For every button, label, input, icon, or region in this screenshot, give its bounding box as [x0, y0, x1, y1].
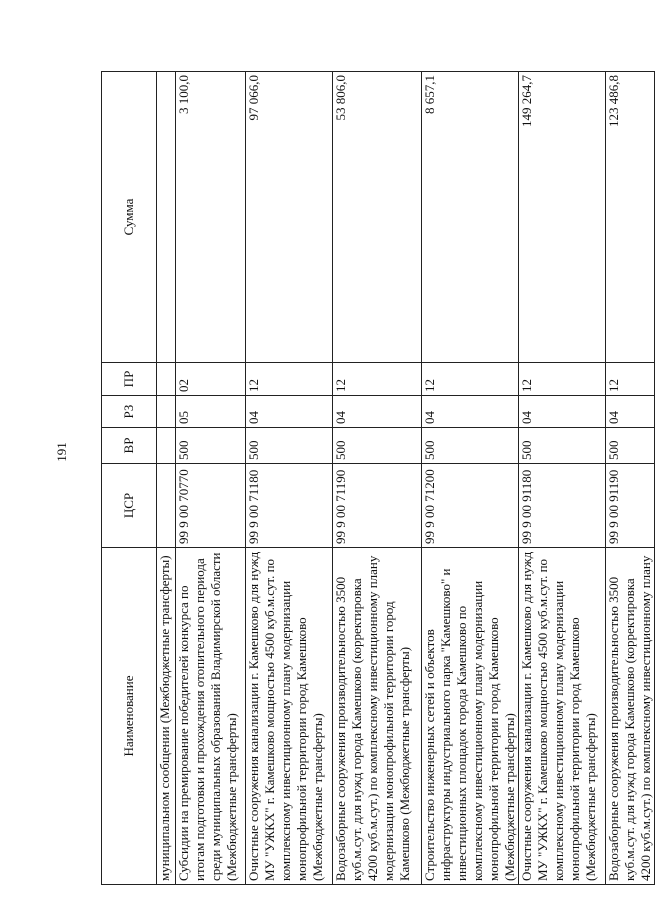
header-rz: РЗ: [102, 396, 157, 428]
cell-vr: 500: [422, 428, 519, 464]
cell-vr: 500: [519, 428, 606, 464]
cell-rz: 04: [422, 396, 519, 428]
budget-table: [101, 71, 655, 885]
cell-pr: 12: [246, 363, 333, 396]
continuation-row: [157, 72, 176, 885]
cell-vr: 500: [176, 428, 246, 464]
cell-sum: 123 486,8: [606, 72, 655, 363]
cell-empty: [157, 72, 176, 363]
cell-name: Водозаборные сооружения производительностью 3500 куб.м.сут. для нужд города Камешково (корректировка 4200 куб.м.сут.) по комплексному инвестиционному плану: [606, 548, 655, 885]
cell-sum: 53 806,0: [333, 72, 422, 363]
cell-rz: 04: [606, 396, 655, 428]
cell-rz: 04: [333, 396, 422, 428]
header-csr: ЦСР: [102, 464, 157, 548]
cell-rz: 04: [246, 396, 333, 428]
table-row: [176, 72, 246, 885]
cell-empty: [157, 428, 176, 464]
header-row: [102, 72, 157, 885]
cell-sum: 8 657,1: [422, 72, 519, 363]
table-row: [519, 72, 606, 885]
cell-name: Очистные сооружения канализации г. Камешково для нужд МУ "УЖКХ" г. Камешково мощностью 4500 куб.м.сут. по комплексному инвестиционному плану модернизации монопрофильной территории город Камешково (Межбюджетные трансферты): [246, 548, 333, 885]
cell-csr: 99 9 00 71190: [333, 464, 422, 548]
cell-csr: 99 9 00 71180: [246, 464, 333, 548]
cell-empty: [157, 464, 176, 548]
header-sum: Сумма: [102, 72, 157, 363]
header-name: Наименование: [102, 548, 157, 885]
table-row: [606, 72, 655, 885]
cell-sum: 3 100,0: [176, 72, 246, 363]
cell-pr: 02: [176, 363, 246, 396]
cell-name: Строительство инженерных сетей и объектов инфраструктуры индустриального парка "Камешково" и инвестиционных площадок города Камешково по комплексному инвестиционному плану модернизации монопрофильной территории город Камешково (Межбюджетные трансферты): [422, 548, 519, 885]
cell-pr: 12: [422, 363, 519, 396]
cell-vr: 500: [606, 428, 655, 464]
cell-rz: 04: [519, 396, 606, 428]
rotated-table-area: [101, 72, 653, 885]
continuation-text: муниципальном сообщении (Межбюджетные трансферты): [157, 548, 176, 885]
cell-csr: 99 9 00 71200: [422, 464, 519, 548]
table-row: [246, 72, 333, 885]
cell-pr: 12: [606, 363, 655, 396]
cell-pr: 12: [333, 363, 422, 396]
cell-csr: 99 9 00 70770: [176, 464, 246, 548]
cell-sum: 97 066,0: [246, 72, 333, 363]
cell-empty: [157, 396, 176, 428]
page-number: 191: [54, 442, 69, 462]
cell-name: Очистные сооружения канализации г. Камешково для нужд МУ "УЖКХ" г. Камешково мощностью 4500 куб.м.сут. по комплексному инвестиционному плану модернизации монопрофильной территории город Камешково (Межбюджетные трансферты): [519, 548, 606, 885]
cell-name: Водозаборные сооружения производительностью 3500 куб.м.сут. для нужд города Камешково (корректировка 4200 куб.м.сут.) по комплексному инвестиционному плану модернизации монопрофильной территории город Камешково (Межбюджетные трансферты): [333, 548, 422, 885]
cell-empty: [157, 363, 176, 396]
cell-csr: 99 9 00 91190: [606, 464, 655, 548]
cell-vr: 500: [333, 428, 422, 464]
header-vr: ВР: [102, 428, 157, 464]
header-pr: ПР: [102, 363, 157, 396]
cell-csr: 99 9 00 91180: [519, 464, 606, 548]
cell-vr: 500: [246, 428, 333, 464]
table-row: [333, 72, 422, 885]
cell-rz: 05: [176, 396, 246, 428]
cell-sum: 149 264,7: [519, 72, 606, 363]
table-row: [422, 72, 519, 885]
cell-pr: 12: [519, 363, 606, 396]
cell-name: Субсидии на премирование победителей конкурса по итогам подготовки и прохождения отопительного периода среди муниципальных образований Владимирской области (Межбюджетные трансферты): [176, 548, 246, 885]
